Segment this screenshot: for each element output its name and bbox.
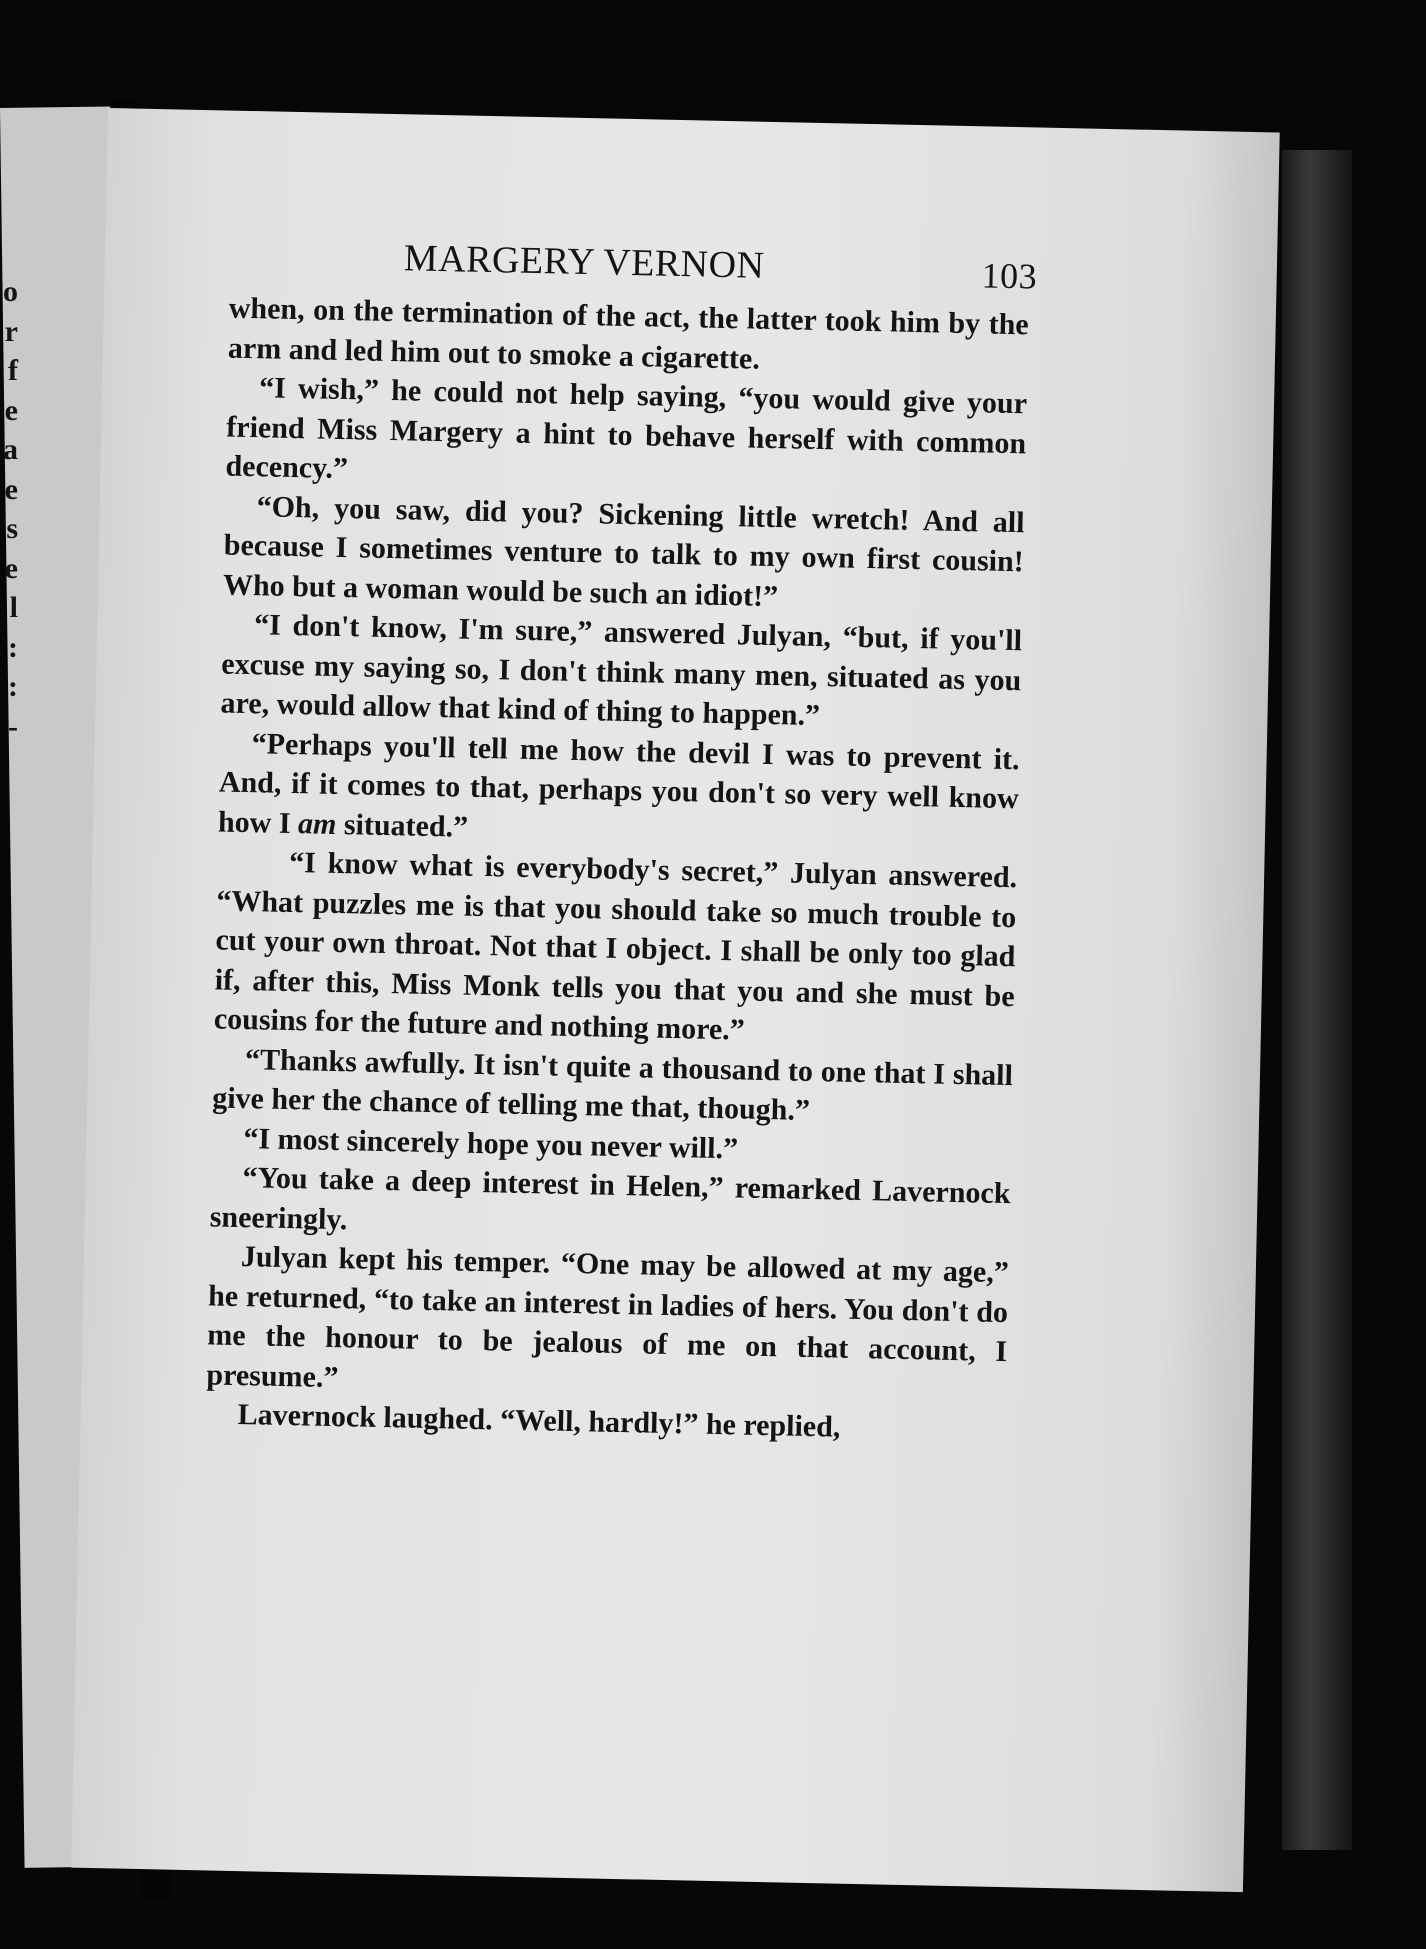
- paragraph: “I wish,” he could not help saying, “you would give your friend Miss Margery a hint to behave herself with common decency.”: [225, 371, 1028, 486]
- left-edge-letter: e: [4, 393, 18, 427]
- paragraph: “I know what is everybody's secret,” Julyan answered. “What puzzles me is that you should take so much trouble to cut your own throat. Not that I object. I shall be only too glad if, after this, Miss Monk tells you that you and she must be cousins for the future and nothing more.”: [213, 845, 1018, 1047]
- left-edge-letter: r: [4, 314, 18, 348]
- page-stack-edge: [1282, 150, 1352, 1850]
- left-edge-letter: :: [8, 670, 18, 703]
- paragraph: “I most sincerely hope you never will.”: [243, 1121, 739, 1165]
- paragraph: “You take a deep interest in Helen,” remarked Lavernock sneeringly.: [209, 1161, 1011, 1236]
- paragraph: Lavernock laughed. “Well, hardly!” he replied,: [237, 1398, 841, 1444]
- paragraph-text: situated.”: [336, 807, 469, 844]
- left-edge-letter: a: [3, 433, 18, 466]
- left-edge-letter: s: [6, 512, 18, 545]
- left-edge-letter: e: [4, 551, 18, 585]
- left-page-edge-text: [0, 272, 18, 746]
- left-edge-letter: :: [8, 630, 18, 664]
- paragraph: “Thanks awfully. It isn't quite a thousand to one that I shall give her the chance of telling me that, though.”: [211, 1042, 1014, 1127]
- paragraph: Julyan kept his temper. “One may be allowed at my age,” he returned, “to take an interest in ladies of hers. You don't do me the honour to be jealous of me on that account, I presume.”: [206, 1240, 1010, 1394]
- paragraph: when, on the termination of the act, the latter took him by the arm and led him out to smoke a cigarette.: [227, 291, 1030, 376]
- running-title: MARGERY VERNON: [403, 237, 765, 287]
- left-edge-letter: -: [8, 709, 18, 743]
- left-edge-letter: f: [8, 354, 18, 387]
- paragraph: [218, 723, 1020, 858]
- paragraph-text: “Perhaps you'll tell me how the devil I was to prevent it. And, if it comes to that, perhaps you don't so very well know how I: [217, 726, 1020, 840]
- right-page: [71, 108, 1280, 1892]
- page-content: [205, 233, 1038, 1451]
- left-edge-letter: o: [3, 275, 18, 308]
- page-number: 103: [981, 255, 1038, 297]
- left-edge-letter: e: [4, 472, 18, 506]
- paragraph: “Oh, you saw, did you? Sickening little wretch! And all because I sometimes venture to talk to my own first cousin! Who but a woman would be such an idiot!”: [222, 489, 1025, 613]
- paragraph: “I don't know, I'm sure,” answered Julyan, “but, if you'll excuse my saying so, I don't think many men, situated as you are, would allow that kind of thing to happen.”: [220, 608, 1023, 733]
- left-edge-letter: l: [9, 591, 18, 624]
- body-text: [205, 289, 1029, 1451]
- emphasis: am: [297, 806, 337, 841]
